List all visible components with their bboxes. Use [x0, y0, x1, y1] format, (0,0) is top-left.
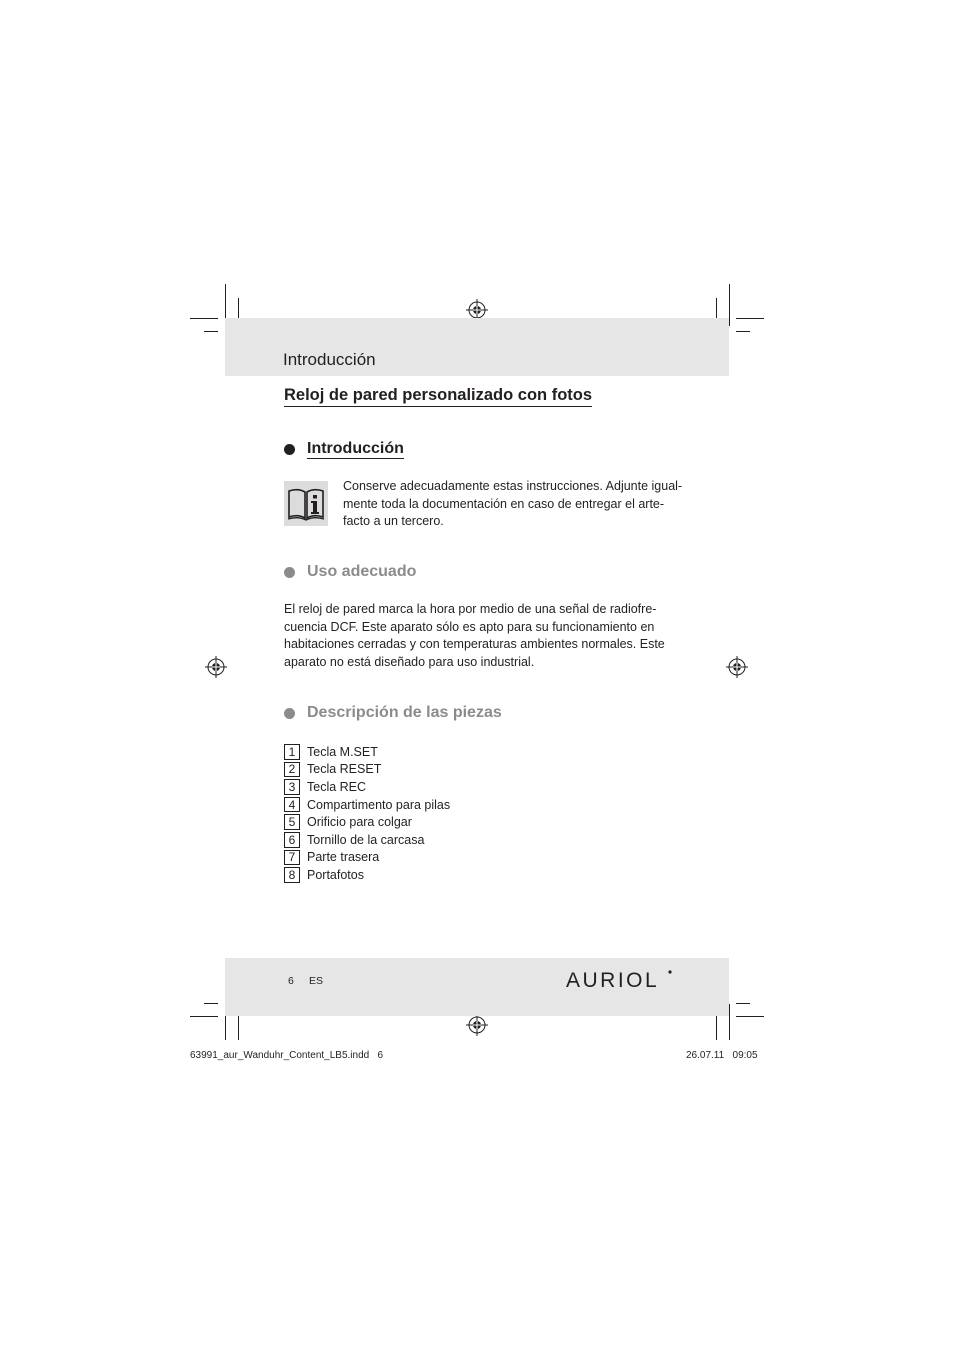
text-line: aparato no está diseñado para uso industrial.: [284, 654, 535, 669]
logo-text: AURIOL: [566, 969, 660, 992]
document-title: Reloj de pared personalizado con fotos: [284, 386, 592, 407]
language-code: ES: [309, 975, 324, 987]
page-number: 6: [288, 975, 294, 987]
uso-paragraph: [284, 601, 684, 671]
part-number: 2: [284, 762, 300, 778]
crop-mark: [716, 1014, 717, 1040]
bullet-icon: [284, 444, 295, 455]
crop-mark: [238, 1014, 239, 1040]
list-item: [284, 866, 450, 884]
section-heading-intro: [284, 440, 404, 459]
part-label: Portafotos: [307, 867, 364, 882]
text-line: El reloj de pared marca la hora por medio de una señal de radiofre-: [284, 602, 657, 616]
auriol-logo: [566, 966, 676, 994]
crop-mark: [204, 1003, 218, 1004]
crop-mark: [736, 1003, 750, 1004]
section-heading-text: Introducción: [307, 440, 404, 457]
crop-mark: [729, 284, 730, 326]
registration-mark-icon: [726, 656, 748, 678]
file-slug: 63991_aur_Wanduhr_Content_LB5.indd 6: [190, 1050, 384, 1061]
list-item: [284, 743, 450, 761]
registration-mark-icon: [205, 656, 227, 678]
crop-mark: [204, 331, 218, 332]
crop-mark: [736, 331, 750, 332]
section-heading-desc: [284, 704, 502, 722]
crop-mark: [736, 318, 764, 319]
part-number: 7: [284, 850, 300, 866]
part-number: 5: [284, 814, 300, 830]
part-label: Tecla REC: [307, 779, 367, 794]
list-item: [284, 831, 450, 849]
bullet-icon: [284, 567, 295, 578]
crop-mark: [729, 1004, 730, 1040]
section-heading-uso: [284, 563, 416, 581]
page-title: Introducción: [283, 350, 376, 369]
parts-list: [284, 743, 450, 884]
list-item: [284, 778, 450, 796]
part-label: Orificio para colgar: [307, 815, 412, 830]
list-item: [284, 761, 450, 779]
part-label: Parte trasera: [307, 850, 380, 865]
list-item: [284, 813, 450, 831]
part-label: Compartimento para pilas: [307, 797, 451, 812]
info-text: [343, 478, 683, 531]
text-line: Conserve adecuadamente estas instrucciones. Adjunte igual-: [343, 479, 683, 493]
info-book-icon: [284, 481, 328, 526]
part-number: 3: [284, 779, 300, 795]
section-heading-text: Descripción de las piezas: [307, 704, 502, 721]
text-line: mente toda la documentación en caso de entregar el arte-: [343, 496, 665, 511]
text-line: cuencia DCF. Este aparato sólo es apto para su funcionamiento en: [284, 619, 655, 634]
crop-mark: [190, 318, 218, 319]
text-line: habitaciones cerradas y con temperaturas ambientes normales. Este: [284, 637, 665, 651]
part-label: Tecla M.SET: [307, 744, 378, 759]
crop-mark: [190, 1016, 218, 1017]
part-label: Tornillo de la carcasa: [307, 832, 425, 847]
part-number: 8: [284, 867, 300, 883]
text-line: facto a un tercero.: [343, 514, 444, 528]
list-item: [284, 796, 450, 814]
bullet-icon: [284, 708, 295, 719]
part-number: 6: [284, 832, 300, 848]
list-item: [284, 849, 450, 867]
part-number: 4: [284, 797, 300, 813]
registration-mark-icon: [466, 1014, 488, 1036]
part-number: 1: [284, 744, 300, 760]
part-label: Tecla RESET: [307, 762, 382, 777]
section-heading-text: Uso adecuado: [307, 563, 417, 580]
date-slug: 26.07.11 09:05: [686, 1050, 758, 1061]
crop-mark: [736, 1016, 764, 1017]
